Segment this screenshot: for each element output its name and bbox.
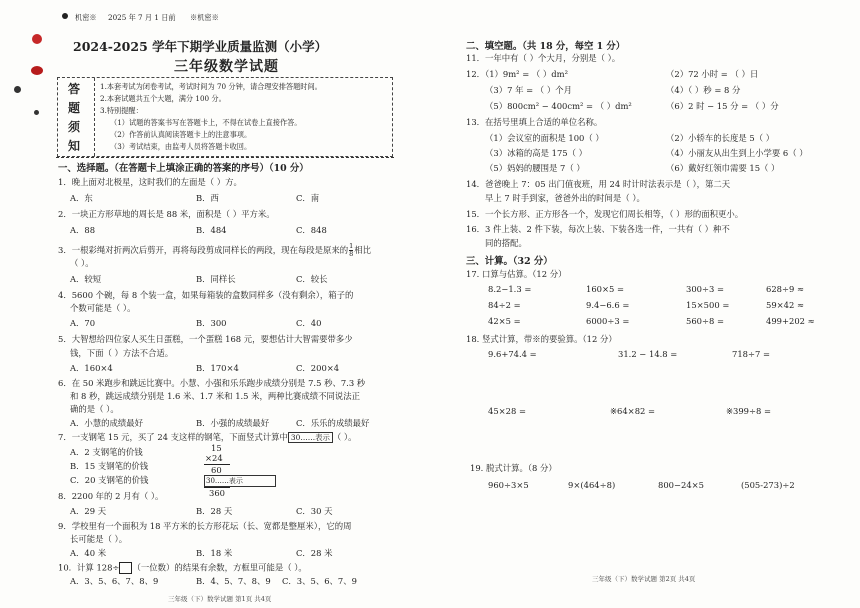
- oral-item: 160×5 =: [586, 284, 625, 294]
- calc-line: 30……表示: [206, 477, 243, 485]
- question-6-tail: 确的是（ ）。: [70, 404, 119, 414]
- option: C．200×4: [296, 363, 340, 373]
- option: B．小强的成绩最好: [196, 418, 270, 428]
- option: B．300: [196, 318, 227, 328]
- written-calc: 9.6+74.4 =: [488, 349, 537, 359]
- option: B．西: [196, 193, 219, 203]
- option: B．4、5、7、8、9: [196, 576, 271, 586]
- binding-mark: [31, 66, 43, 75]
- notice-char: 答: [68, 82, 81, 96]
- option: C．3、5、6、7、9: [282, 576, 357, 586]
- question-4: 4．5600 个碗，每 8 个装一盒，如果每箱装的盒数同样多（没有剩余），箱子的: [58, 290, 354, 300]
- divider: [56, 157, 394, 158]
- notice-rule: 1.本套考试为闭卷考试，考试时间为 70 分钟，请合理安排答题时间。: [100, 82, 322, 91]
- option: C．848: [296, 225, 327, 235]
- question-9-tail: 长可能是（ ）。: [70, 534, 128, 544]
- option: B．15 支钢笔的价钱: [70, 461, 149, 471]
- question-1: 1．晚上面对北极星，这时我们的左面是（ ）方。: [58, 177, 242, 187]
- question-6: 6．在 50 米跑步和跳远比赛中。小慧、小强和乐乐跑步成绩分别是 7.5 秒、7.3 秒: [58, 378, 366, 388]
- secret-mark: 机密※: [75, 13, 97, 22]
- calc-line: ×24: [205, 453, 223, 463]
- question-4-tail: 个数可能是（ ）。: [70, 303, 136, 313]
- answer-box: [119, 562, 132, 574]
- question-5: 5．大智想给四位家人买生日蛋糕，一个蛋糕 168 元，要想估计大智需要带多少: [58, 334, 353, 344]
- option: A．3、5、6、7、8、9: [70, 576, 159, 586]
- written-calc: ※64×82 =: [610, 406, 656, 416]
- question-18: 18. 竖式计算，带※的要验算。（12 分）: [466, 334, 617, 344]
- notice-rule: （1）试题的答案书写在答题卡上，不得在试卷上直接作答。: [110, 118, 302, 127]
- question-15: 15．一个长方形、正方形各一个，发现它们周长相等，（ ）形的面积更小。: [466, 209, 744, 219]
- exam-title: 2024-2025 学年下期学业质量监测（小学）: [73, 39, 328, 54]
- question-14: 14．爸爸晚上 7：05 出门值夜班，用 24 时计时法表示是（ ），第二天: [466, 179, 731, 189]
- option: A．40 米: [70, 548, 107, 558]
- option: C．40: [296, 318, 322, 328]
- question-19: 19. 脱式计算。（8 分）: [470, 463, 557, 473]
- option: B．18 米: [196, 548, 233, 558]
- written-calc: ※399÷8 =: [726, 406, 772, 416]
- option: C．20 支钢笔的价钱: [70, 475, 149, 485]
- notice-char: 须: [68, 120, 81, 134]
- question-12-2: （2）72 小时 = （ ）日: [666, 69, 759, 79]
- step-calc: 9×(464÷8): [568, 480, 616, 490]
- option: B．170×4: [196, 363, 239, 373]
- oral-item: 59×42 ≈: [766, 300, 805, 310]
- binding-mark: [14, 86, 21, 93]
- calc-line: 360: [209, 488, 225, 498]
- question-14-tail: 早上 7 时手到家，爸爸外出的时间是（ ）。: [485, 193, 645, 203]
- question-12-1: 12．（1）9m² = （ ）dm²: [466, 69, 568, 79]
- option: A．东: [70, 193, 93, 203]
- question-3: 3．一根彩绳对折两次后剪开，再将每段剪成同样长的两段，现在每段是原来的 $\frac{1}{8}$ 相比: [58, 242, 371, 258]
- option: A．小慧的成绩最好: [70, 418, 144, 428]
- question-6-line2: 和 8 秒，跳远成绩分别是 1.6 米、1.7 米和 1.5 米，两种比赛成绩不同说法正: [70, 391, 361, 401]
- question-13-1: （1）会议室的面积是 100（ ）: [485, 133, 604, 143]
- option: B．484: [196, 225, 227, 235]
- notice-rule: 3.特别提醒：: [100, 106, 143, 115]
- oral-item: 6000÷3 =: [586, 316, 630, 326]
- option: A．88: [70, 225, 96, 235]
- secret-mark-2: ※机密※: [190, 13, 219, 22]
- option: B．同样长: [196, 274, 236, 284]
- question-17: 17. 口算与估算。（12 分）: [466, 269, 567, 279]
- oral-item: 42×5 =: [488, 316, 521, 326]
- notice-rule: （3）考试结束，由监考人员将答题卡收回。: [110, 142, 252, 151]
- question-13-2: （2）小轿车的长度是 5（ ）: [666, 133, 775, 143]
- notice-side: [58, 78, 95, 156]
- calc-line: 15: [211, 443, 222, 453]
- written-calc: 718÷7 =: [732, 349, 771, 359]
- option: C．较长: [296, 274, 328, 284]
- notice-char: 题: [68, 101, 81, 115]
- calc-line: 60: [211, 465, 222, 475]
- written-calc: 31.2 − 14.8 =: [618, 349, 678, 359]
- question-13-3: （3）冰箱的高是 175（ ）: [485, 148, 588, 158]
- question-7: 7．一支钢笔 15 元，买了 24 支这样的钢笔，下面竖式计算中 30……表示 （ ）。: [58, 432, 357, 442]
- notice-rule: 2.本套试题共五个大题，满分 100 分。: [100, 94, 226, 103]
- question-10: 10．计算 128÷ （一位数）的结果有余数，方框里可能是（ ）。: [58, 562, 307, 573]
- oral-item: 15×500 =: [686, 300, 730, 310]
- section-3-heading: 三、计算。（32 分）: [466, 256, 553, 267]
- question-13: 13．在括号里填上合适的单位名称。: [466, 117, 603, 127]
- question-2: 2．一块正方形草地的周长是 88 米，面积是（ ）平方米。: [58, 209, 275, 219]
- question-12-3: （3）7 年 = （ ）个月: [485, 85, 572, 95]
- oral-item: 628÷9 ≈: [766, 284, 805, 294]
- question-3-tail: （ ）。: [70, 258, 94, 268]
- written-calc: 45×28 =: [488, 406, 527, 416]
- section-2-heading: 二、填空题。（共 18 分，每空 1 分）: [466, 41, 626, 52]
- notice-box: [57, 77, 393, 157]
- question-16: 16．3 件上装、2 件下装，每次上装、下装各选一件，一共有（ ）种不: [466, 224, 730, 234]
- question-11: 11．一年中有（ ）个大月，分别是（ ）。: [466, 53, 621, 63]
- question-13-4: （4）小丽友从出生到上小学要 6（ ）: [666, 148, 808, 158]
- step-calc: 960÷3×5: [488, 480, 529, 490]
- question-12-4: （4）（ ）秒 = 8 分: [666, 85, 741, 95]
- section-1-heading: 一、选择题。（在答题卡上填涂正确的答案的序号）（10 分）: [58, 163, 309, 174]
- binding-mark: [32, 34, 42, 44]
- option: C．28 米: [296, 548, 333, 558]
- option: A．2 支钢笔的价钱: [70, 447, 143, 457]
- question-16-tail: 同的搭配。: [485, 238, 527, 248]
- question-12-6: （6）2 时 − 15 分 = （ ）分: [666, 101, 779, 111]
- question-13-5: （5）妈妈的腰围是 7（ ）: [485, 163, 585, 173]
- page-footer-2: 三年级（下）数学试题 第2页 共4页: [592, 575, 696, 583]
- date-line: 2025 年 7 月 1 日前: [108, 13, 176, 22]
- option: B．28 天: [196, 506, 233, 516]
- question-12-5: （5）800cm² − 400cm² = （ ）dm²: [485, 101, 632, 111]
- question-5-tail: 钱，下面（ ）方法不合适。: [70, 348, 174, 358]
- question-9: 9．学校里有一个面积为 18 平方米的长方形花坛（长、宽都是整厘米），它的周: [58, 521, 352, 531]
- option: C．乐乐的成绩最好: [296, 418, 370, 428]
- binding-mark: [62, 13, 68, 19]
- option: A．160×4: [70, 363, 113, 373]
- oral-item: 560÷8 =: [686, 316, 725, 326]
- notice-char: 知: [68, 139, 81, 153]
- oral-item: 499+202 ≈: [766, 316, 815, 326]
- option: A．70: [70, 318, 96, 328]
- option: C．30 天: [296, 506, 333, 516]
- option: A．29 天: [70, 506, 107, 516]
- oral-item: 8.2−1.3 =: [488, 284, 532, 294]
- question-8: 8．2200 年的 2 月有（ ）。: [58, 491, 164, 501]
- notice-rule: （2）作答前认真阅读答题卡上的注意事项。: [110, 130, 252, 139]
- oral-item: 84÷2 =: [488, 300, 521, 310]
- step-calc: (505-273)÷2: [741, 480, 795, 490]
- question-13-6: （6）戴好红领巾需要 15（ ）: [666, 163, 780, 173]
- exam-subtitle: 三年级数学试题: [174, 59, 279, 75]
- oral-item: 9.4−6.6 =: [586, 300, 630, 310]
- option: C．南: [296, 193, 320, 203]
- option: A．较短: [70, 274, 102, 284]
- binding-mark: [34, 110, 39, 115]
- oral-item: 300÷3 =: [686, 284, 725, 294]
- step-calc: 800−24×5: [658, 480, 705, 490]
- page-footer-1: 三年级（下）数学试题 第1页 共4页: [168, 595, 272, 603]
